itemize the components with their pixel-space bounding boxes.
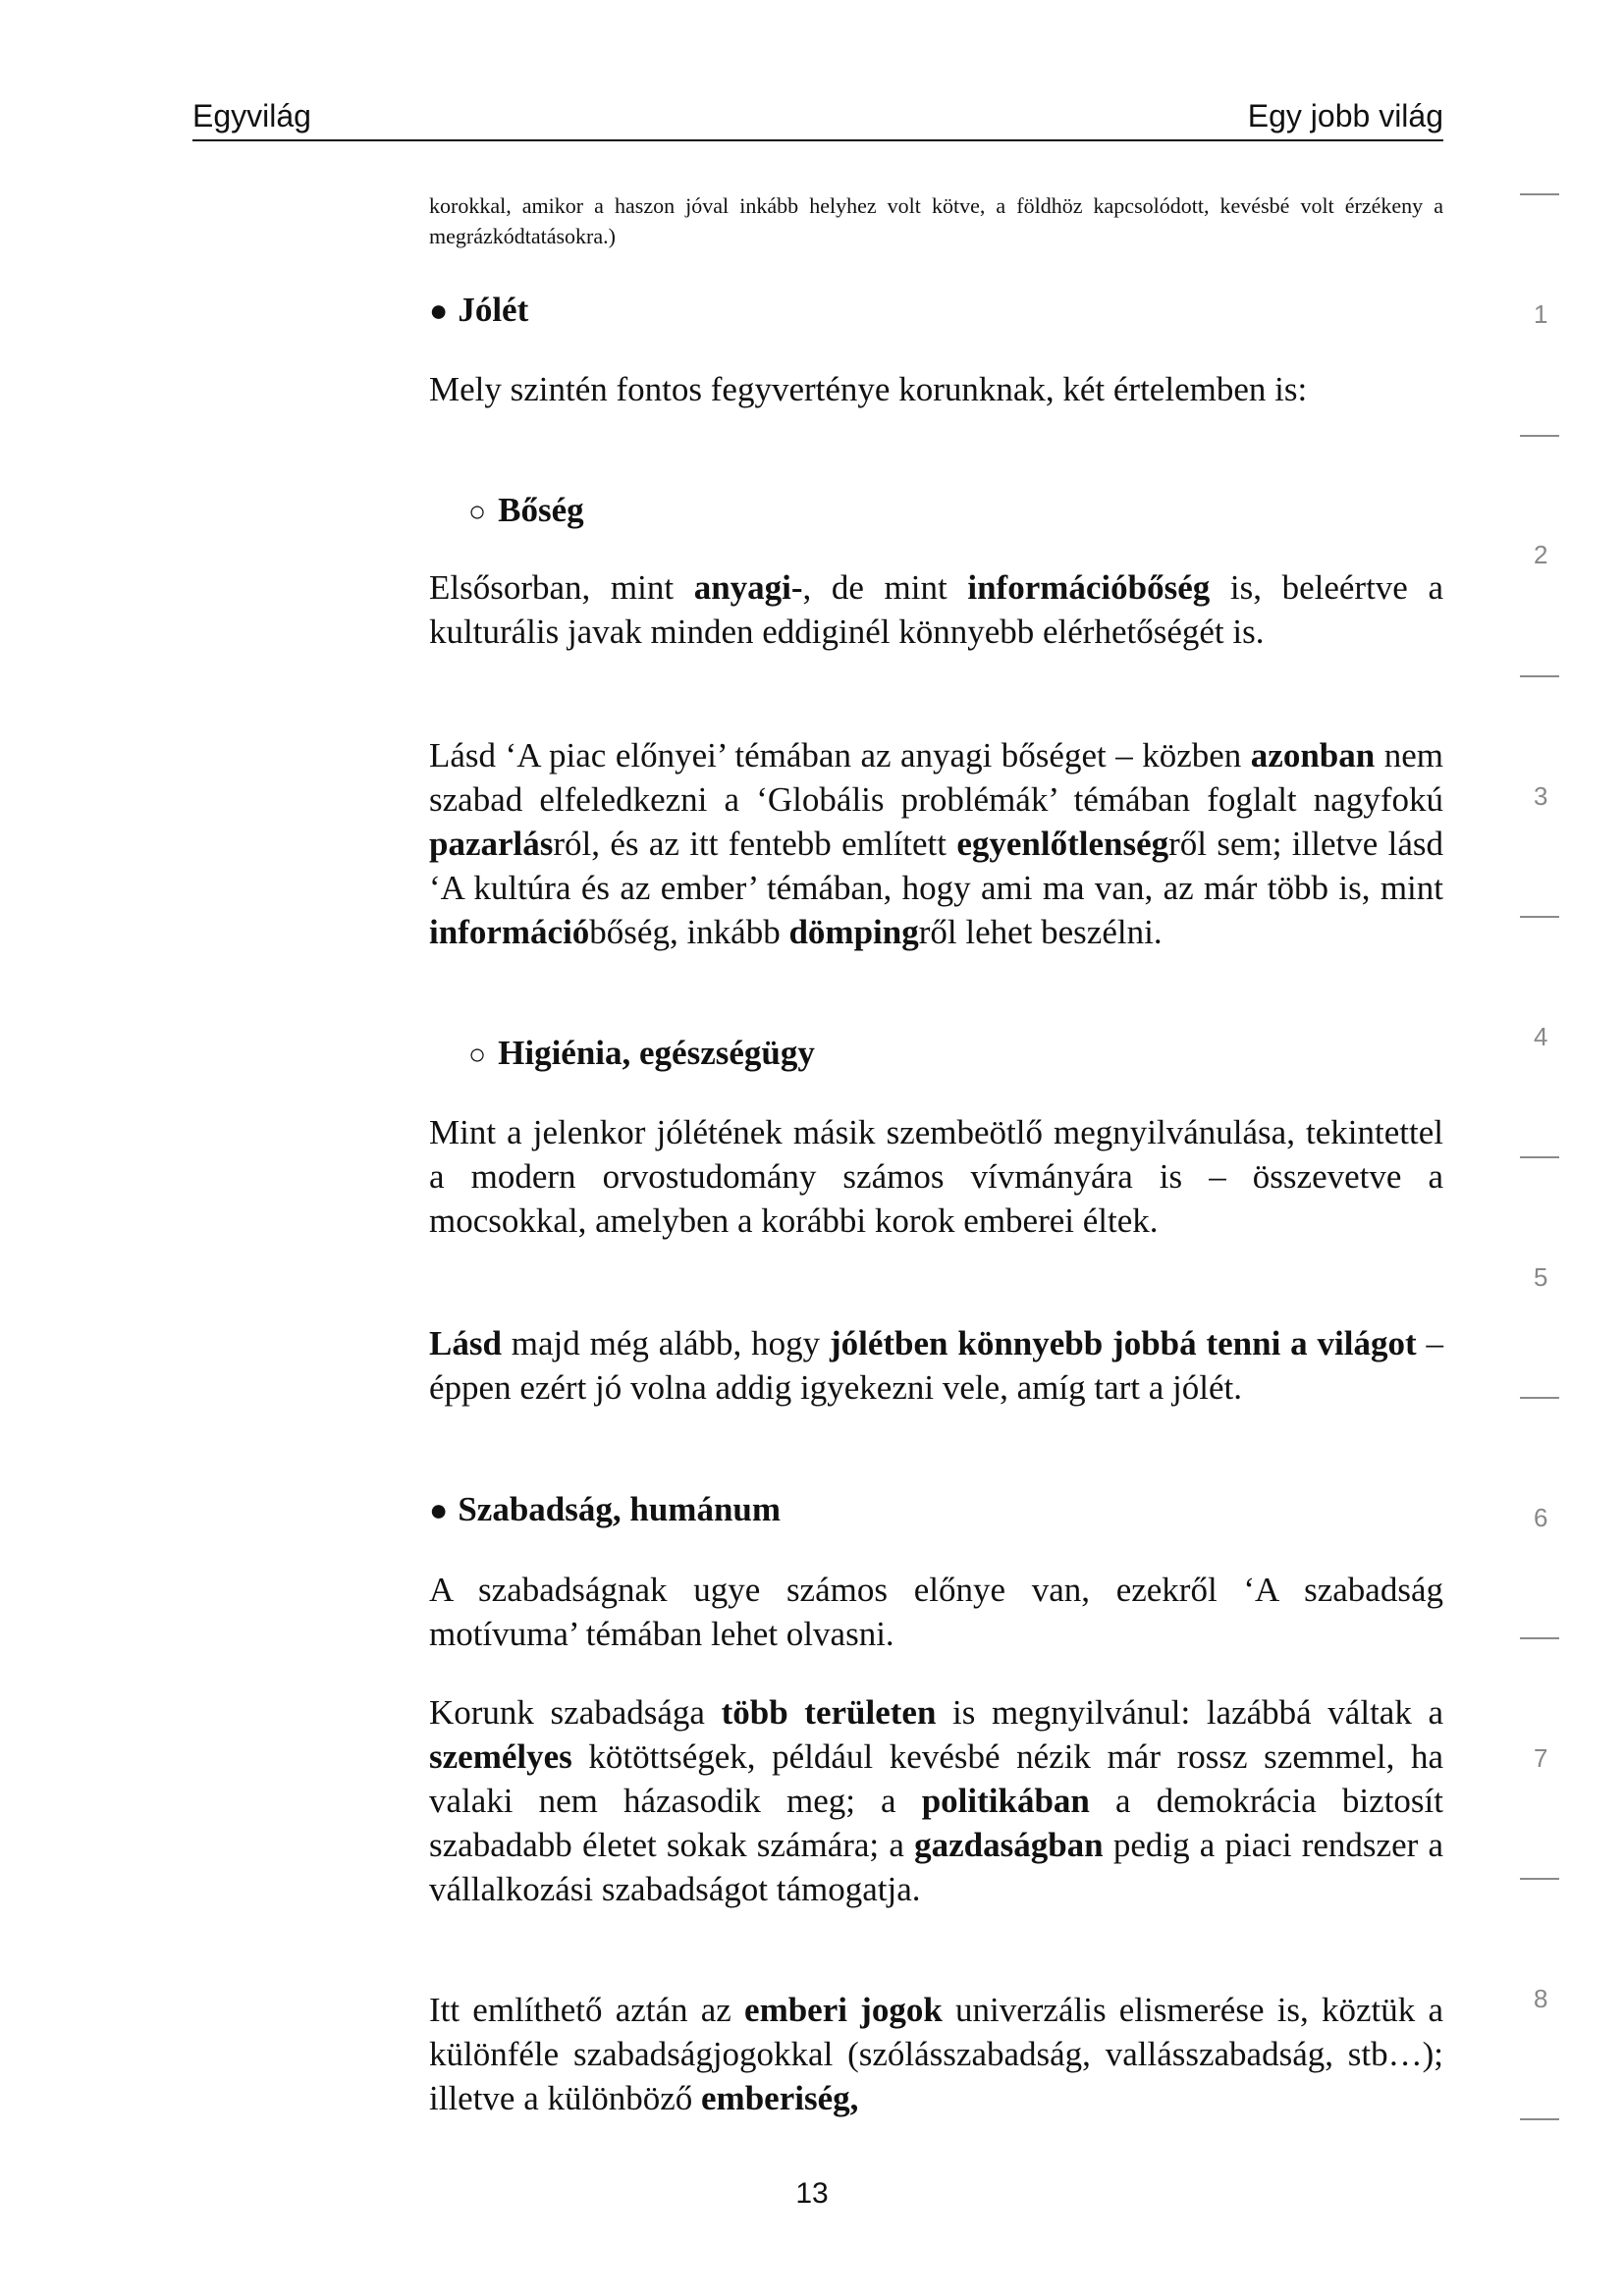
subheading-text: Bőség (498, 491, 584, 529)
page-number: 13 (795, 2177, 829, 2210)
bold-run: anyagi- (693, 568, 803, 607)
margin-number: 1 (1534, 299, 1548, 329)
paragraph-szabadsag-3 (429, 1988, 1443, 2120)
heading-text: Szabadság, humánum (458, 1490, 782, 1528)
note-text: korokkal, amikor a haszon jóval inkább helyhez volt kötve, a földhöz kapcsolódott, kevésbé volt érzékeny a megrázkódtatásokra.) (429, 193, 1443, 248)
bold-run: több területen (721, 1693, 937, 1732)
hollow-bullet-icon: ○ (468, 1039, 487, 1071)
margin-number: 3 (1534, 781, 1548, 811)
margin-tick (1520, 1156, 1559, 1158)
bold-run: azonban (1250, 736, 1376, 774)
filled-bullet-icon: ● (429, 1492, 449, 1527)
subheading-text: Higiénia, egészségügy (498, 1034, 815, 1072)
text-run: kötöttségek, például kevésbé nézik már rossz szemmel, ha valaki nem házasodik meg; a (429, 1737, 1443, 1820)
bold-run: Lásd (429, 1324, 502, 1362)
text-run: , de mint (802, 568, 968, 607)
text-run: is megnyilvánul: lazábbá váltak a (936, 1693, 1443, 1732)
text-run: Korunk szabadsága (429, 1693, 722, 1732)
text-run: ről lehet beszélni. (918, 913, 1163, 951)
margin-tick (1520, 1878, 1559, 1880)
margin-tick (1520, 2118, 1559, 2120)
paragraph-higienia-1: Mint a jelenkor jólétének másik szembeötlő megnyilvánulása, tekintettel a modern orvostudomány számos vívmányára is – összevetve a mocsokkal, amelyben a korábbi korok emberei éltek. (429, 1113, 1443, 1240)
text-run: ről sem; illetve lásd ‘A kultúra és az ember’ témában, hogy ami ma van, az már több is, mint (429, 825, 1443, 907)
filled-bullet-icon: ● (429, 293, 449, 328)
running-header (192, 94, 1443, 141)
text-run: is, beleértve a kulturális javak minden eddiginél könnyebb elérhetőségét is. (429, 568, 1443, 651)
subheading-higienia (468, 1034, 815, 1073)
paragraph-higienia-2 (429, 1321, 1443, 1410)
margin-number: 7 (1534, 1743, 1548, 1773)
paragraph-boseg-2 (429, 733, 1443, 954)
paragraph-jolet-intro: Mely szintén fontos fegyverténye korunknak, két értelemben is: (429, 370, 1308, 408)
subheading-boseg (468, 491, 584, 530)
bold-run: emberi jogok (744, 1991, 943, 2029)
paragraph-szabadsag-2 (429, 1690, 1443, 1911)
text-run: Lásd ‘A piac előnyei’ témában az anyagi bőséget – közben (429, 736, 1251, 774)
text-run: nem szabad elfeledkezni a ‘Globális problémák’ témában foglalt nagyfokú (429, 736, 1443, 819)
margin-number: 2 (1534, 540, 1548, 569)
heading-text: Jólét (458, 291, 529, 329)
margin-number: 6 (1534, 1503, 1548, 1532)
header-chapter-title: Egy jobb világ (1247, 98, 1443, 133)
section-heading-jolet (429, 291, 528, 330)
margin-number: 5 (1534, 1262, 1548, 1292)
text-run: Elsősorban, mint (429, 568, 694, 607)
text-run: – éppen ezért jó volna addig igyekezni vele, amíg tart a jólét. (429, 1324, 1443, 1407)
bold-run: dömping (788, 913, 919, 951)
text-run: univerzális elismerése is, köztük a különféle szabadságjogokkal (szólásszabadság, vallásszabadság, stb…); illetve a különböző (429, 1991, 1443, 2117)
bold-run: egyenlőtlenség (956, 825, 1169, 863)
margin-tick (1520, 675, 1559, 677)
bold-run: információbőség (967, 568, 1211, 607)
text-run: ról, és az itt fentebb említett (553, 825, 957, 863)
margin-line-marks (1512, 0, 1571, 2296)
paragraph-boseg-1 (429, 565, 1443, 654)
header-book-title: Egyvilág (192, 98, 311, 133)
section-heading-szabadsag (429, 1490, 781, 1529)
margin-tick (1520, 916, 1559, 918)
text-run: majd még alább, hogy (501, 1324, 830, 1362)
bold-run: pazarlás (429, 825, 554, 863)
bold-run: információ (429, 913, 590, 951)
text-run: bőség, inkább (589, 913, 789, 951)
margin-tick (1520, 1637, 1559, 1639)
bold-run: gazdaságban (914, 1826, 1104, 1864)
margin-tick (1520, 435, 1559, 437)
text-run: a demokrácia biztosít szabadabb életet sokak számára; a (429, 1782, 1443, 1864)
bold-run: személyes (429, 1737, 572, 1776)
margin-number: 4 (1534, 1022, 1548, 1051)
bold-run: politikában (921, 1782, 1090, 1820)
text-run: pedig a piaci rendszer a vállalkozási szabadságot támogatja. (429, 1826, 1443, 1908)
bold-run: emberiség, (701, 2079, 859, 2117)
continued-note (429, 190, 1443, 251)
margin-tick (1520, 193, 1559, 195)
margin-number: 8 (1534, 1984, 1548, 2013)
paragraph-szabadsag-1: A szabadságnak ugye számos előnye van, ezekről ‘A szabadság motívuma’ témában lehet olvasni. (429, 1571, 1443, 1653)
hollow-bullet-icon: ○ (468, 496, 487, 528)
bold-run: jólétben könnyebb jobbá tenni a világot (829, 1324, 1417, 1362)
text-run: Itt említhető aztán az (429, 1991, 745, 2029)
margin-tick (1520, 1397, 1559, 1399)
